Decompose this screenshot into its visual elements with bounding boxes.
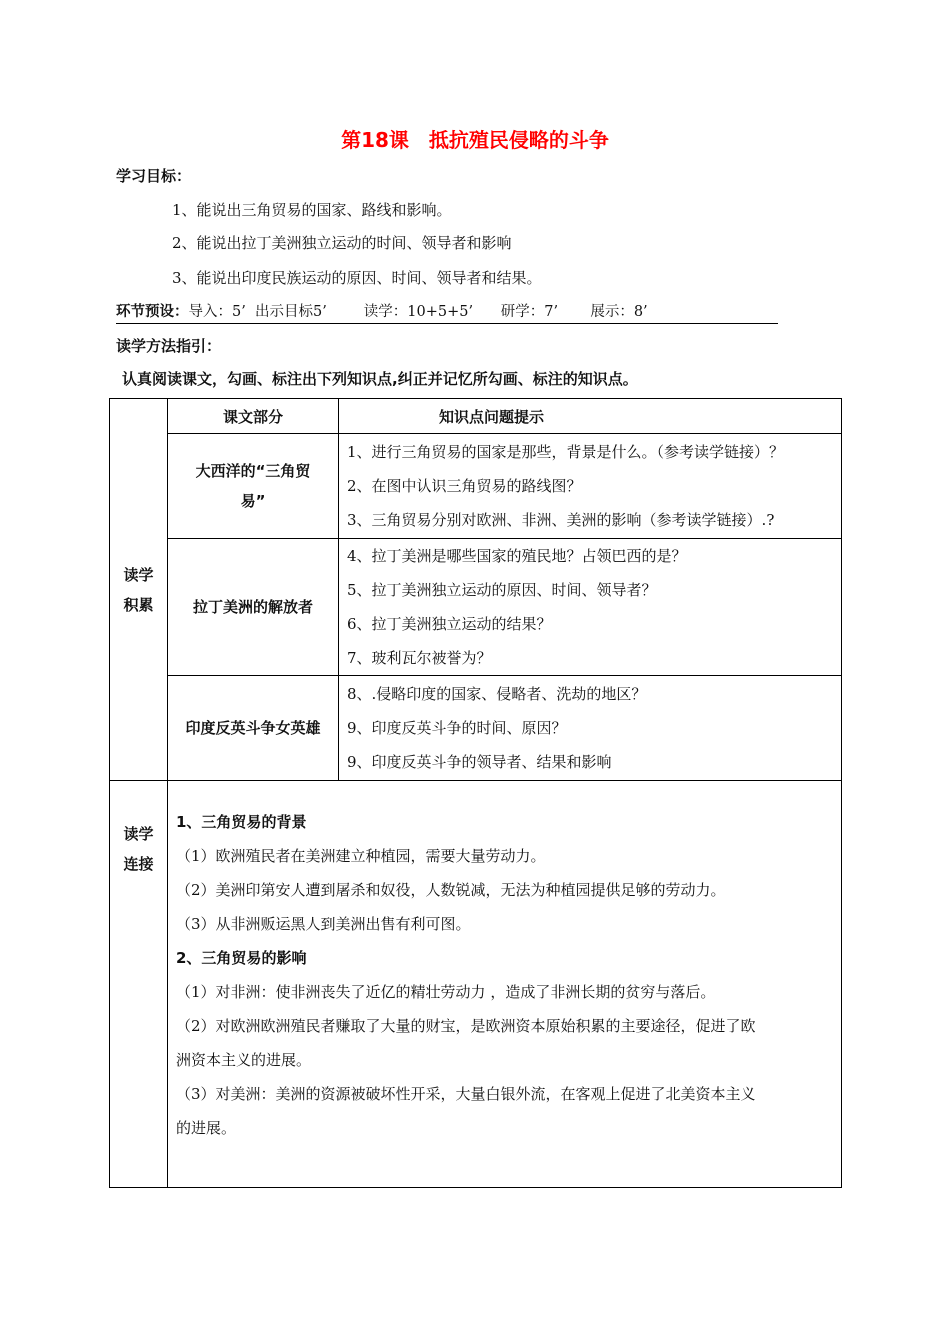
question: 7、玻利瓦尔被誉为？: [347, 649, 492, 667]
header-col2: 课文部分: [168, 399, 339, 434]
objective-item: 3、能说出印度民族运动的原因、时间、领导者和结果。: [172, 269, 542, 287]
link-paragraph: （3）对美洲：美洲的资源被破坏性开采，大量白银外流，在客观上促进了北美资本主义: [176, 1085, 756, 1103]
section-name: [168, 434, 339, 539]
method-instruction: 认真阅读课文，勾画、标注出下列知识点,纠正并记忆所勾画、标注的知识点。: [122, 370, 638, 388]
header-col3: 知识点问题提示: [339, 399, 842, 434]
table-row: [110, 539, 842, 676]
schedule-text: 导入：5’ 出示目标5’ 读学：10+5+5’ 研学：7’ 展示：8’: [188, 304, 648, 320]
objectives-heading: 学习目标：: [116, 167, 192, 185]
category-label: 积累: [123, 595, 154, 614]
method-heading: 读学方法指引：: [116, 337, 222, 355]
study-table: [109, 398, 842, 1188]
link-heading: 2、三角贸易的影响: [176, 949, 307, 967]
table-row: [110, 434, 842, 539]
page-title: 第18课 抵抗殖民侵略的斗争: [341, 128, 609, 152]
question: 2、在图中认识三角贸易的路线图？: [347, 477, 582, 495]
question-cell: [339, 434, 842, 539]
section-name-line: 易”: [240, 492, 266, 510]
question-cell: [339, 539, 842, 676]
question: 4、拉丁美洲是哪些国家的殖民地？占领巴西的是？: [347, 547, 687, 565]
category-label: 读学: [123, 825, 154, 843]
category-label: 连接: [123, 855, 154, 873]
category-cell: [110, 399, 168, 781]
link-paragraph: 洲资本主义的进展。: [176, 1051, 312, 1069]
section-name-line: 印度反英斗争女英雄: [185, 719, 321, 737]
link-paragraph: （3）从非洲贩运黑人到美洲出售有利可图。: [176, 915, 471, 933]
objective-item: 1、能说出三角贸易的国家、路线和影响。: [172, 201, 452, 219]
question: 9、印度反英斗争的时间、原因？: [347, 719, 567, 737]
question: 3、三角贸易分别对欧洲、非洲、美洲的影响（参考读学链接）.?: [347, 511, 775, 529]
question-cell: [339, 676, 842, 781]
link-heading: 1、三角贸易的背景: [176, 813, 307, 831]
schedule-label: 环节预设：: [116, 304, 189, 320]
section-name-line: 大西洋的“三角贸: [195, 462, 311, 480]
link-paragraph: （2）对欧洲欧洲殖民者赚取了大量的财宝，是欧洲资本原始积累的主要途径，促进了欧: [176, 1017, 756, 1035]
link-paragraph: （2）美洲印第安人遭到屠杀和奴役，人数锐减，无法为种植园提供足够的劳动力。: [176, 881, 726, 899]
section-name: [168, 676, 339, 781]
link-paragraph: （1）欧洲殖民者在美洲建立种植园，需要大量劳动力。: [176, 847, 546, 865]
objective-item: 2、能说出拉丁美洲独立运动的时间、领导者和影响: [172, 234, 512, 252]
category-label: 读学: [123, 565, 154, 584]
reading-link-cell: [168, 781, 842, 1188]
question: 6、拉丁美洲独立运动的结果？: [347, 615, 552, 633]
section-name: [168, 539, 339, 676]
link-paragraph: （1）对非洲：使非洲丧失了近亿的精壮劳动力 ，造成了非洲长期的贫穷与落后。: [176, 983, 716, 1001]
section-name-line: 拉丁美洲的解放者: [192, 598, 313, 616]
table-row: [110, 781, 842, 1188]
question: 8、.侵略印度的国家、侵略者、洗劫的地区？: [347, 685, 647, 703]
table-row: [110, 676, 842, 781]
question: 5、拉丁美洲独立运动的原因、时间、领导者？: [347, 581, 657, 599]
category-cell: [110, 781, 168, 1188]
table-header-row: [110, 399, 842, 434]
schedule-line: [116, 300, 778, 324]
question: 1、进行三角贸易的国家是那些，背景是什么。（参考读学链接）？: [347, 443, 785, 461]
link-paragraph: 的进展。: [176, 1119, 237, 1137]
question: 9、印度反英斗争的领导者、结果和影响: [347, 753, 612, 771]
